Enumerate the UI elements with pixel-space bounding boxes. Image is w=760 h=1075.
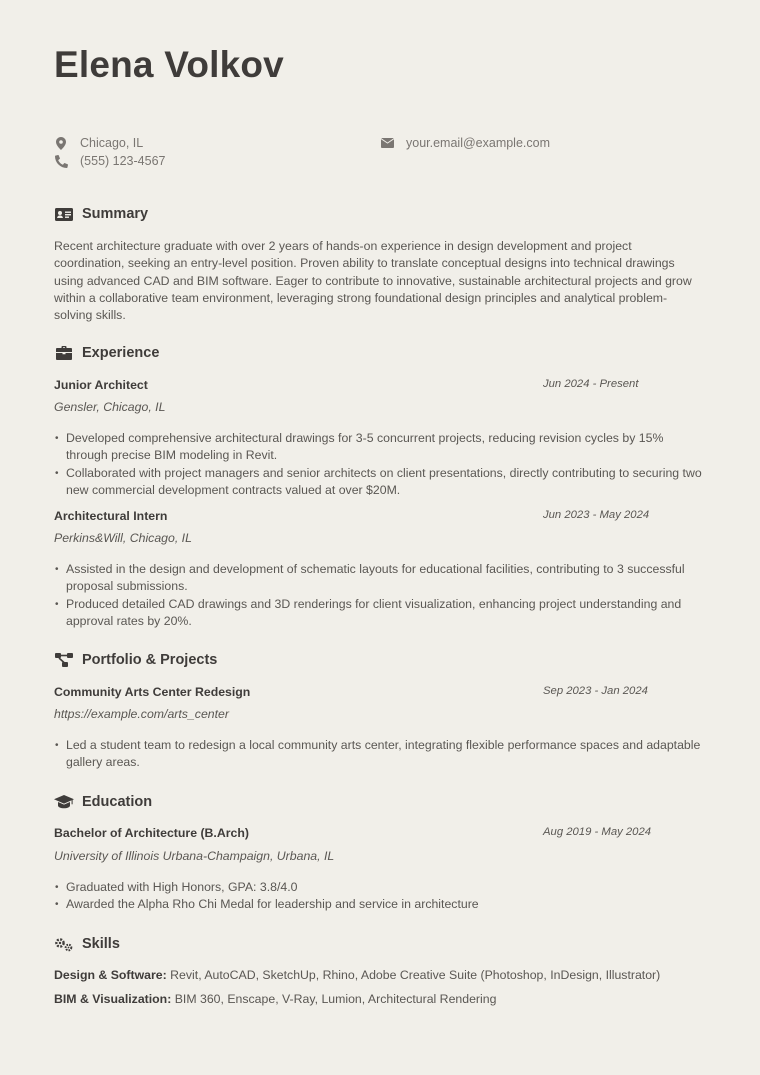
bullet-item: • Produced detailed CAD drawings and 3D renderings for client visualization, enhancing project understanding and approval rates by 20%. [54,596,704,631]
skill-label: BIM & Visualization: [54,992,172,1006]
portfolio-heading [54,652,217,668]
experience-title: Experience [82,345,160,361]
job-bullets [54,430,704,499]
education-title: Education [82,794,153,810]
experience-heading [54,345,159,361]
project-bullets [54,737,704,772]
project-link[interactable]: https://example.com/arts_center [54,707,229,721]
contact-location [54,136,143,150]
gears-icon [54,936,74,952]
graduation-cap-icon [54,794,74,810]
skills-heading [54,936,120,952]
envelope-icon [380,138,394,148]
summary-title: Summary [82,206,149,222]
skill-value: Revit, AutoCAD, SketchUp, Rhino, Adobe Creative Suite (Photoshop, InDesign, Illustrator) [170,968,661,982]
bullet-item: • Led a student team to redesign a local community arts center, integrating flexible performance spaces and adaptable gallery areas. [54,737,704,772]
skills-title: Skills [82,936,120,952]
education-bullets [54,879,704,914]
project-date: Sep 2023 - Jan 2024 [543,685,648,697]
skill-value: BIM 360, Enscape, V-Ray, Lumion, Architectural Rendering [174,992,497,1006]
education-heading [54,794,152,810]
id-card-icon [54,206,74,222]
degree-title: Bachelor of Architecture (B.Arch) [54,826,249,840]
job-company: Perkins&Will, Chicago, IL [54,531,192,545]
bullet-item: • Collaborated with project managers and senior architects on client presentations, directly contributing to securing two new commercial development contracts valued at over $20M. [54,465,704,500]
bullet-item: • Graduated with High Honors, GPA: 3.8/4.0 [54,879,704,896]
job-date: Jun 2023 - May 2024 [543,509,650,521]
map-pin-icon [54,137,68,150]
degree-date: Aug 2019 - May 2024 [543,826,652,838]
skill-label: Design & Software: [54,968,167,982]
summary-text: Recent architecture graduate with over 2 years of hands-on experience in design development and project coordination, seeking an entry-level position. Proven ability to translate conceptual designs into technical drawings using advanced CAD and BIM software. Eager to contribute to innovative, sustainable architectural projects and grow within a collaborative team environment, leveraging strong foundational design principles and analytical problem-solving skills. [54,239,692,323]
job-date: Jun 2024 - Present [543,378,639,390]
skill-row [54,968,660,982]
summary-heading [54,206,148,222]
phone-icon [54,155,68,168]
skill-row [54,992,496,1006]
bullet-item: • Awarded the Alpha Rho Chi Medal for leadership and service in architecture [54,896,704,913]
job-bullets [54,561,704,630]
candidate-name: Elena Volkov [54,44,284,85]
contact-phone [54,154,165,168]
school-name: University of Illinois Urbana-Champaign, Urbana, IL [54,849,335,863]
job-title: Architectural Intern [54,509,168,523]
project-title: Community Arts Center Redesign [54,685,251,699]
job-company: Gensler, Chicago, IL [54,400,166,414]
bullet-item: • Assisted in the design and development of schematic layouts for educational facilities, contributing to 3 successful proposal submissions. [54,561,704,596]
job-title: Junior Architect [54,378,148,392]
bullet-item: • Developed comprehensive architectural drawings for 3-5 concurrent projects, reducing revision cycles by 15% through precise BIM modeling in Revit. [54,430,704,465]
diagram-icon [54,652,74,668]
briefcase-icon [54,345,74,361]
location-text: Chicago, IL [80,136,144,150]
phone-text: (555) 123-4567 [80,154,166,168]
portfolio-title: Portfolio & Projects [82,652,218,668]
contact-email[interactable] [380,136,550,150]
email-link[interactable]: your.email@example.com [406,136,550,150]
